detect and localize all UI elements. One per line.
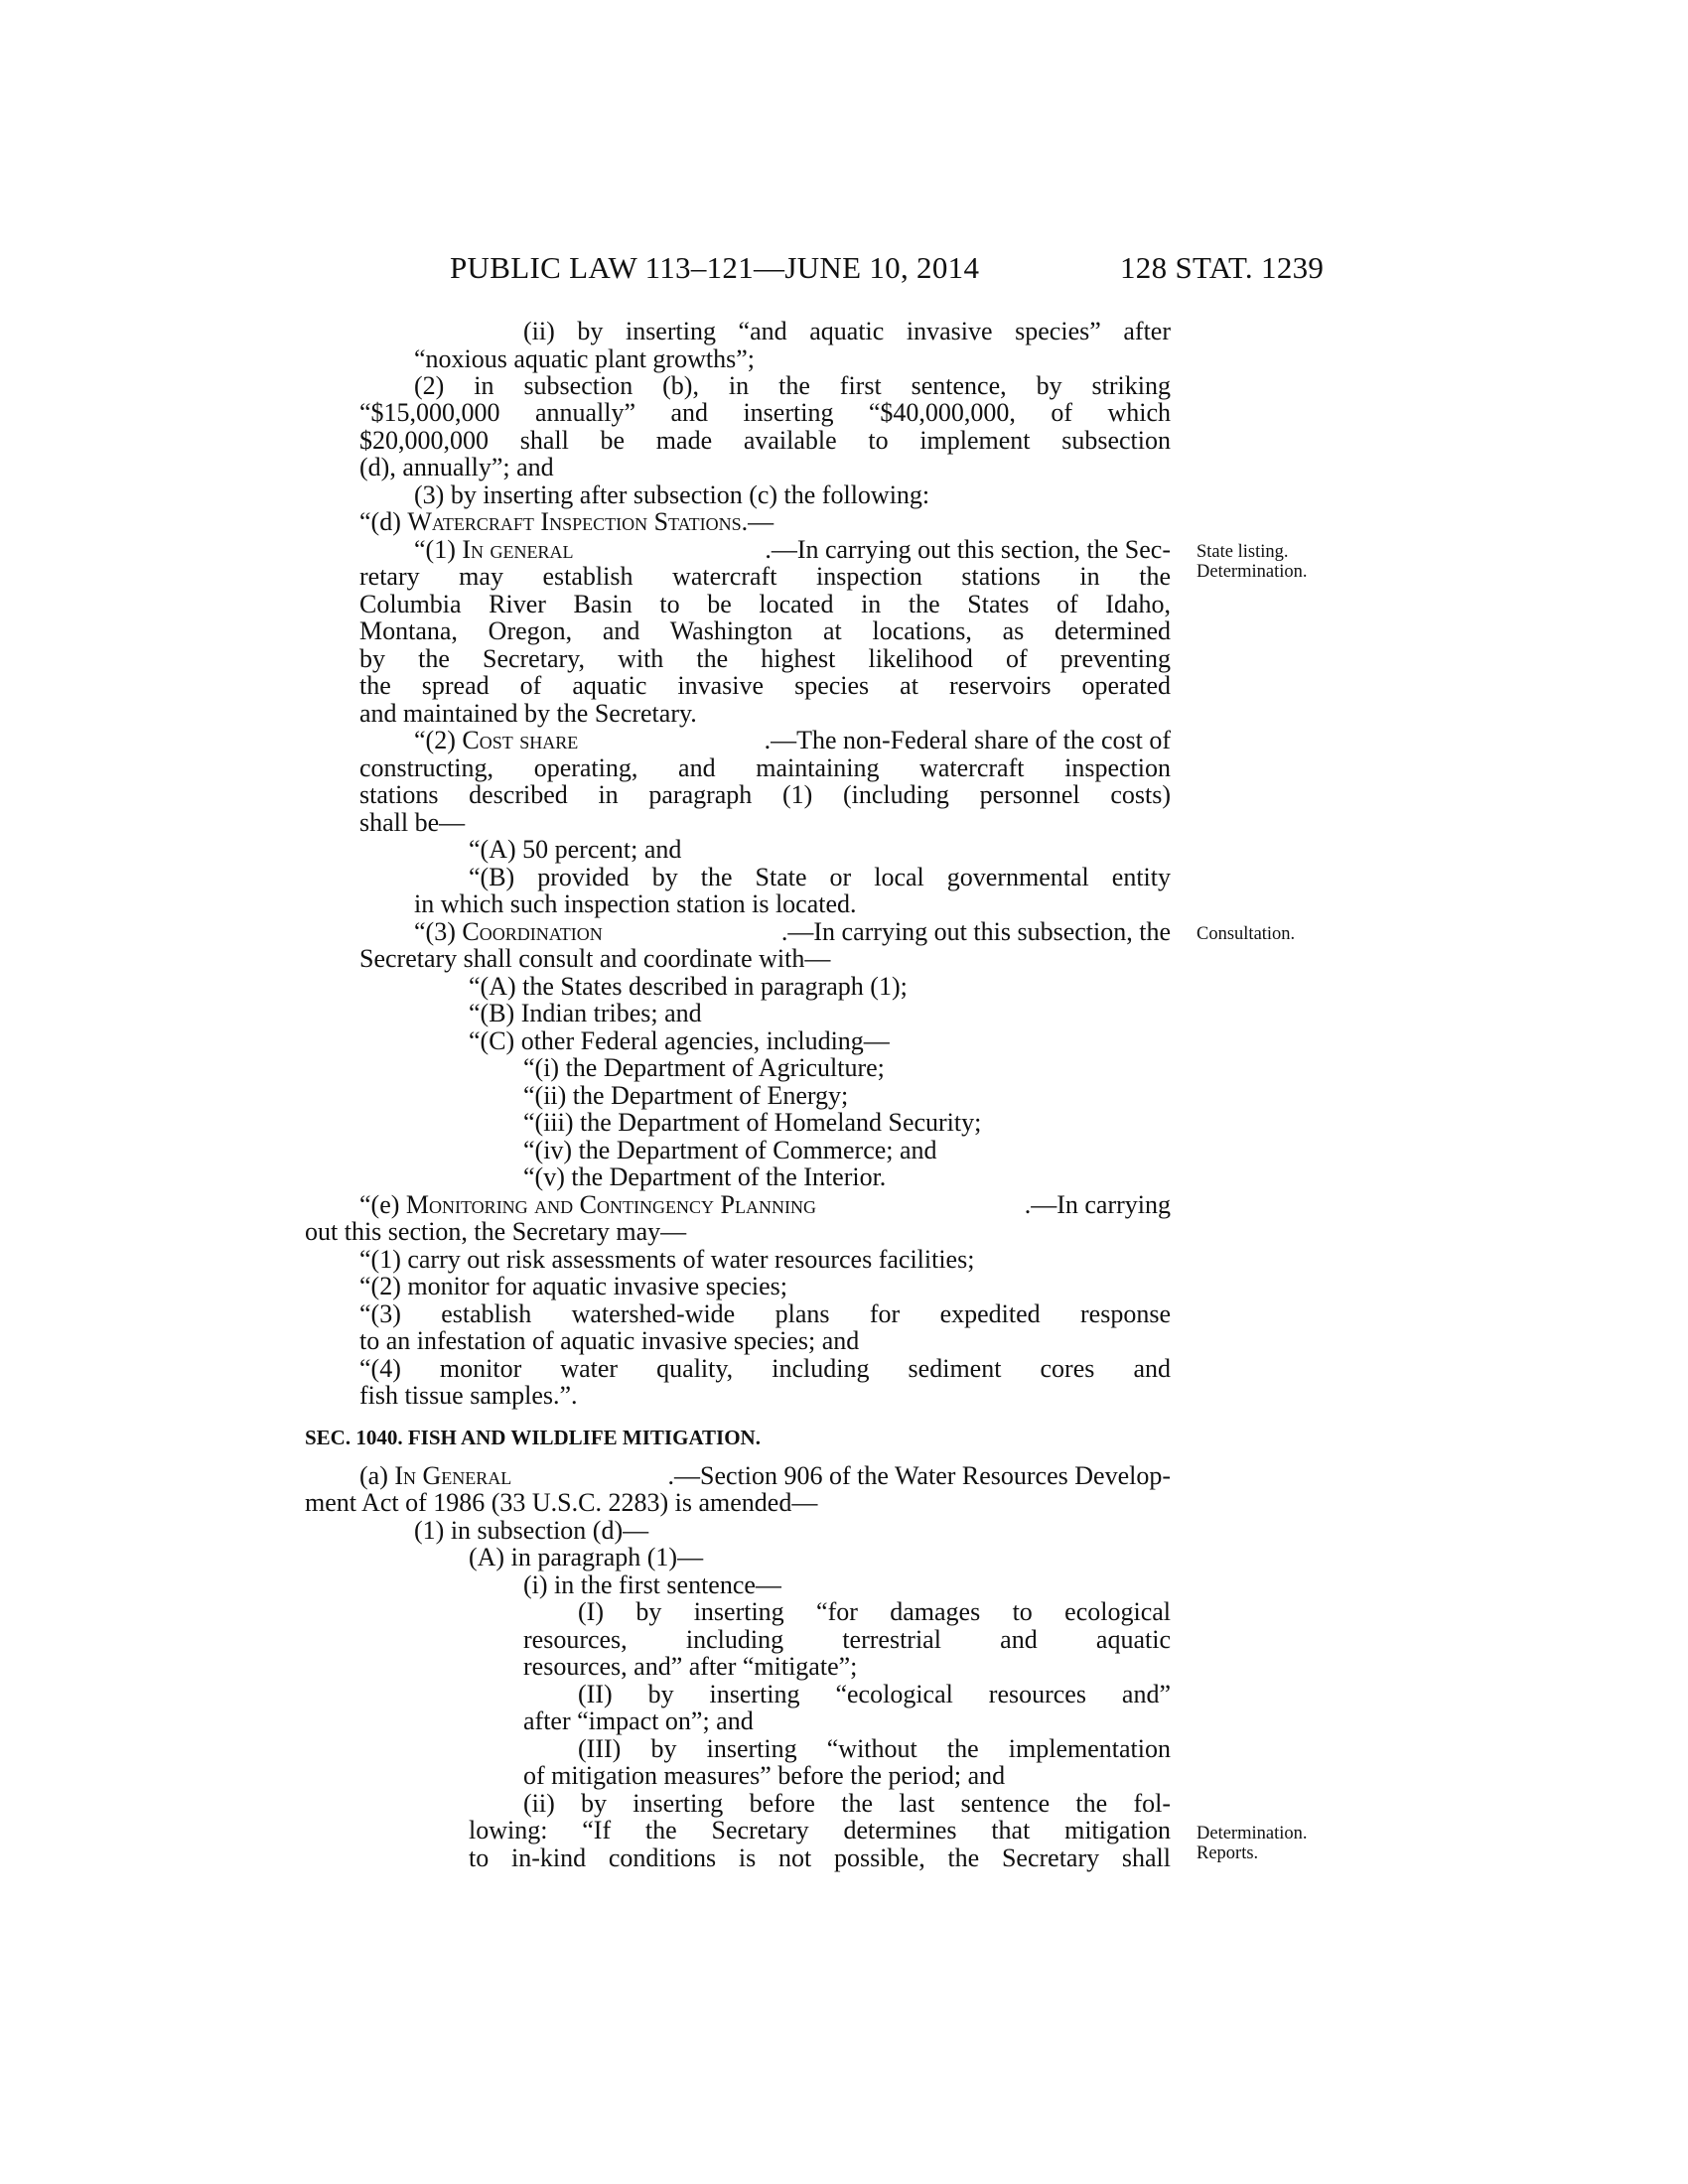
margin-note: Consultation. — [1196, 924, 1296, 944]
text-line: “(C) other Federal agencies, including— — [469, 1026, 890, 1055]
text-line: (ii) by inserting before the last sentence the fol- — [523, 1790, 1171, 1818]
text-line: “(A) 50 percent; and — [469, 835, 682, 864]
text-line: “(i) the Department of Agriculture; — [523, 1053, 885, 1082]
text-line: “(1) carry out risk assessments of water resources facilities; — [359, 1245, 975, 1274]
paragraph-heading: “(3) Coordination .—In carrying out this subsection, the — [414, 917, 1171, 946]
text-line: retary may establish watercraft inspection stations in the — [359, 563, 1171, 591]
text-line: shall be— — [359, 808, 466, 837]
subsection-heading: “(e) Monitoring and Contingency Planning .—In carrying — [359, 1190, 1171, 1219]
text-line: by the Secretary, with the highest likelihood of preventing — [359, 645, 1171, 673]
text-line: (2) in subsection (b), in the first sentence, by striking — [414, 372, 1171, 400]
text-line: (A) in paragraph (1)— — [469, 1543, 704, 1571]
subsection-heading: (a) In General .—Section 906 of the Water Resources Develop- — [359, 1461, 1171, 1490]
subsection-heading: “(d) Watercraft Inspection Stations.— — [359, 507, 774, 536]
text-line: “$15,000,000 annually” and inserting “$40,000,000, of which — [359, 399, 1171, 427]
text-line: “(A) the States described in paragraph (1); — [469, 972, 908, 1001]
text-line: constructing, operating, and maintaining watercraft inspection — [359, 754, 1171, 782]
margin-note: Determination. — [1196, 1824, 1308, 1843]
paragraph-heading: “(2) Cost share .—The non-Federal share of the cost of — [414, 726, 1171, 754]
text-line: “(4) monitor water quality, including sediment cores and — [359, 1355, 1171, 1383]
text-line: (1) in subsection (d)— — [414, 1516, 649, 1545]
text-line: and maintained by the Secretary. — [359, 699, 697, 728]
text-line: in which such inspection station is located. — [414, 889, 857, 918]
section-heading: SEC. 1040. FISH AND WILDLIFE MITIGATION. — [305, 1426, 761, 1449]
margin-note: Reports. — [1196, 1843, 1259, 1863]
text-line: resources, and” after “mitigate”; — [523, 1652, 858, 1681]
text-line: of mitigation measures” before the period; and — [523, 1761, 1006, 1790]
text-line: $20,000,000 shall be made available to implement subsection — [359, 427, 1171, 455]
margin-note: State listing. — [1196, 542, 1289, 562]
text-line: after “impact on”; and — [523, 1706, 754, 1735]
text-line: (I) by inserting “for damages to ecological — [578, 1598, 1171, 1626]
text-line: “(3) establish watershed-wide plans for expedited response — [359, 1300, 1171, 1328]
text-line: “(ii) the Department of Energy; — [523, 1081, 849, 1110]
text-line: (III) by inserting “without the implementation — [578, 1735, 1171, 1763]
text-line: (d), annually”; and — [359, 453, 554, 481]
text-line: “(B) provided by the State or local governmental entity — [469, 864, 1171, 891]
page-header-stat: 128 STAT. 1239 — [1120, 250, 1325, 285]
text-line: Secretary shall consult and coordinate with— — [359, 944, 831, 973]
text-line: (ii) by inserting “and aquatic invasive species” after — [523, 318, 1171, 345]
text-line: resources, including terrestrial and aquatic — [523, 1626, 1171, 1654]
paragraph-heading: “(1) In general .—In carrying out this section, the Sec- — [414, 535, 1171, 564]
text-line: ment Act of 1986 (33 U.S.C. 2283) is amended— — [305, 1488, 818, 1517]
text-line: out this section, the Secretary may— — [305, 1217, 687, 1246]
text-line: Columbia River Basin to be located in the States of Idaho, — [359, 591, 1171, 618]
text-line: to an infestation of aquatic invasive species; and — [359, 1326, 860, 1355]
margin-note: Determination. — [1196, 562, 1308, 582]
text-line: the spread of aquatic invasive species at reservoirs operated — [359, 672, 1171, 700]
text-line: lowing: “If the Secretary determines that mitigation — [469, 1817, 1171, 1844]
text-line: to in-kind conditions is not possible, the Secretary shall — [469, 1844, 1171, 1872]
text-line: “(iii) the Department of Homeland Security; — [523, 1108, 982, 1137]
text-line: (i) in the first sentence— — [523, 1570, 781, 1599]
text-line: “(v) the Department of the Interior. — [523, 1162, 887, 1191]
text-line: “(B) Indian tribes; and — [469, 999, 702, 1027]
text-line: Montana, Oregon, and Washington at locations, as determined — [359, 617, 1171, 645]
text-line: “(2) monitor for aquatic invasive species; — [359, 1272, 788, 1300]
text-line: stations described in paragraph (1) (including personnel costs) — [359, 781, 1171, 809]
page-header-title: PUBLIC LAW 113–121—JUNE 10, 2014 — [450, 250, 980, 285]
text-line: “noxious aquatic plant growths”; — [414, 344, 755, 373]
text-line: fish tissue samples.”. — [359, 1381, 578, 1410]
text-line: (II) by inserting “ecological resources and” — [578, 1681, 1171, 1708]
text-line: (3) by inserting after subsection (c) the following: — [414, 480, 930, 509]
text-line: “(iv) the Department of Commerce; and — [523, 1136, 937, 1164]
